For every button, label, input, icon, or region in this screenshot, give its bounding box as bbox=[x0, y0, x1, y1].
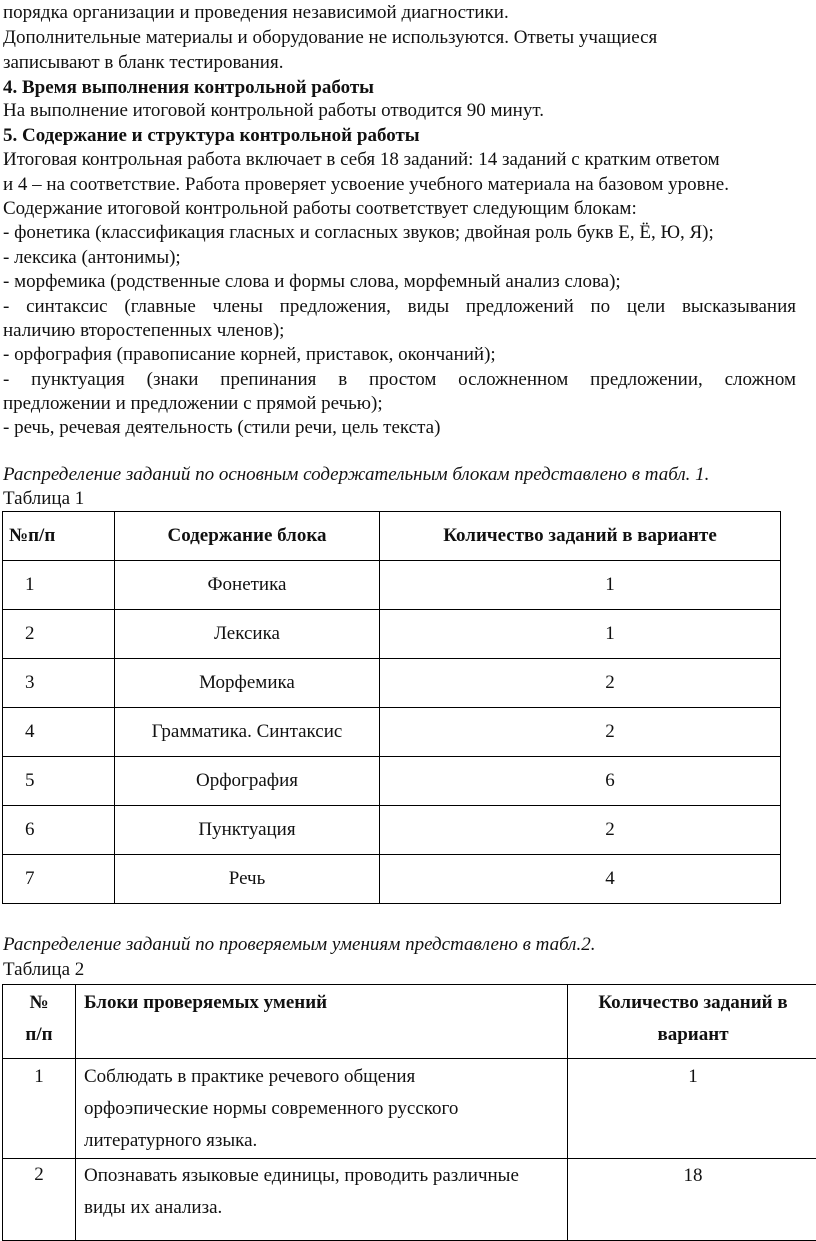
table-cell-count: 18 bbox=[568, 1159, 816, 1241]
table-cell-count: 1 bbox=[380, 561, 781, 610]
section-5-line-1: Итоговая контрольная работа включает в себя 18 заданий: 14 заданий с кратким ответом bbox=[3, 148, 796, 172]
table-row bbox=[3, 708, 781, 757]
table-cell-num: 6 bbox=[3, 806, 115, 855]
table-cell-count: 2 bbox=[380, 806, 781, 855]
table-row bbox=[3, 806, 781, 855]
table-2-header-num-line-1: № bbox=[4, 987, 74, 1019]
table-2-header-num bbox=[3, 985, 76, 1059]
table-cell-line: Опознавать языковые единицы, проводить различные bbox=[84, 1160, 566, 1192]
table-2-caption: Таблица 2 bbox=[3, 958, 796, 982]
table-2-header-row bbox=[3, 985, 816, 1059]
table-1-caption: Таблица 1 bbox=[3, 487, 796, 511]
table-cell-num: 5 bbox=[3, 757, 115, 806]
bullet-syntax-cont: наличию второстепенных членов); bbox=[3, 319, 796, 343]
intro-line-3: записывают в бланк тестирования. bbox=[3, 51, 796, 75]
table-cell-count: 1 bbox=[568, 1059, 816, 1159]
table-cell-num: 2 bbox=[3, 1159, 76, 1241]
table-2-intro: Распределение заданий по проверяемым умениям представлено в табл.2. bbox=[3, 933, 796, 957]
section-5-line-2: и 4 – на соответствие. Работа проверяет усвоение учебного материала на базовом уровне. bbox=[3, 173, 796, 197]
table-2-header-count-line-2: вариант bbox=[569, 1019, 816, 1051]
bullet-morphemics: - морфемика (родственные слова и формы слова, морфемный анализ слова); bbox=[3, 270, 796, 294]
section-4-heading: 4. Время выполнения контрольной работы bbox=[3, 76, 796, 100]
table-row bbox=[3, 610, 781, 659]
table-1-intro: Распределение заданий по основным содержательным блокам представлено в табл. 1. bbox=[3, 463, 796, 487]
table-cell-block: Фонетика bbox=[115, 561, 380, 610]
bullet-orthography: - орфография (правописание корней, приставок, окончаний); bbox=[3, 343, 796, 367]
table-row bbox=[3, 1159, 816, 1241]
table-cell-num: 1 bbox=[3, 1059, 76, 1159]
table-cell-num: 7 bbox=[3, 855, 115, 904]
table-row bbox=[3, 855, 781, 904]
table-cell-block: Орфография bbox=[115, 757, 380, 806]
table-cell-line: орфоэпические нормы современного русского bbox=[84, 1093, 566, 1125]
table-row bbox=[3, 561, 781, 610]
table-cell-line: виды их анализа. bbox=[84, 1192, 566, 1224]
table-row bbox=[3, 757, 781, 806]
table-row bbox=[3, 1059, 816, 1159]
table-cell-block bbox=[76, 1059, 568, 1159]
intro-line-2: Дополнительные материалы и оборудование не используются. Ответы учащиеся bbox=[3, 26, 796, 50]
table-1-header-count: Количество заданий в варианте bbox=[380, 512, 781, 561]
intro-line-1: порядка организации и проведения независимой диагностики. bbox=[3, 1, 796, 25]
table-1-header-block: Содержание блока bbox=[115, 512, 380, 561]
bullet-speech: - речь, речевая деятельность (стили речи, цель текста) bbox=[3, 416, 796, 440]
bullet-lexis: - лексика (антонимы); bbox=[3, 246, 796, 270]
bullet-punctuation-cont: предложении и предложении с прямой речью); bbox=[3, 392, 796, 416]
table-cell-num: 1 bbox=[3, 561, 115, 610]
table-cell-count: 2 bbox=[380, 659, 781, 708]
bullet-phonetics: - фонетика (классификация гласных и согласных звуков; двойная роль букв Е, Ё, Ю, Я); bbox=[3, 221, 796, 245]
table-cell-count: 4 bbox=[380, 855, 781, 904]
table-1-header-row bbox=[3, 512, 781, 561]
table-cell-block: Лексика bbox=[115, 610, 380, 659]
table-cell-count: 2 bbox=[380, 708, 781, 757]
table-cell-line: Соблюдать в практике речевого общения bbox=[84, 1061, 566, 1093]
table-cell-num: 2 bbox=[3, 610, 115, 659]
table-cell-block bbox=[76, 1159, 568, 1241]
table-row bbox=[3, 659, 781, 708]
table-2-header-count bbox=[568, 985, 816, 1059]
table-2-header-count-line-1: Количество заданий в bbox=[569, 987, 816, 1019]
table-cell-line: литературного языка. bbox=[84, 1125, 566, 1157]
table-cell-block: Морфемика bbox=[115, 659, 380, 708]
table-cell-count: 1 bbox=[380, 610, 781, 659]
table-cell-num: 3 bbox=[3, 659, 115, 708]
table-cell-count: 6 bbox=[380, 757, 781, 806]
table-cell-block: Пунктуация bbox=[115, 806, 380, 855]
table-cell-block: Речь bbox=[115, 855, 380, 904]
table-1-header-num: №п/п bbox=[3, 512, 115, 561]
table-2-header-block: Блоки проверяемых умений bbox=[76, 985, 568, 1059]
table-1 bbox=[2, 511, 781, 904]
table-2-header-num-line-2: п/п bbox=[4, 1019, 74, 1051]
table-2 bbox=[2, 984, 816, 1241]
section-5-heading: 5. Содержание и структура контрольной работы bbox=[3, 124, 796, 148]
bullet-punctuation: - пунктуация (знаки препинания в простом осложненном предложении, сложном bbox=[3, 368, 796, 392]
bullet-syntax: - синтаксис (главные члены предложения, виды предложений по цели высказывания bbox=[3, 295, 796, 319]
section-5-line-3: Содержание итоговой контрольной работы соответствует следующим блокам: bbox=[3, 197, 796, 221]
section-4-text: На выполнение итоговой контрольной работы отводится 90 минут. bbox=[3, 99, 796, 123]
table-cell-block: Грамматика. Синтаксис bbox=[115, 708, 380, 757]
table-cell-num: 4 bbox=[3, 708, 115, 757]
